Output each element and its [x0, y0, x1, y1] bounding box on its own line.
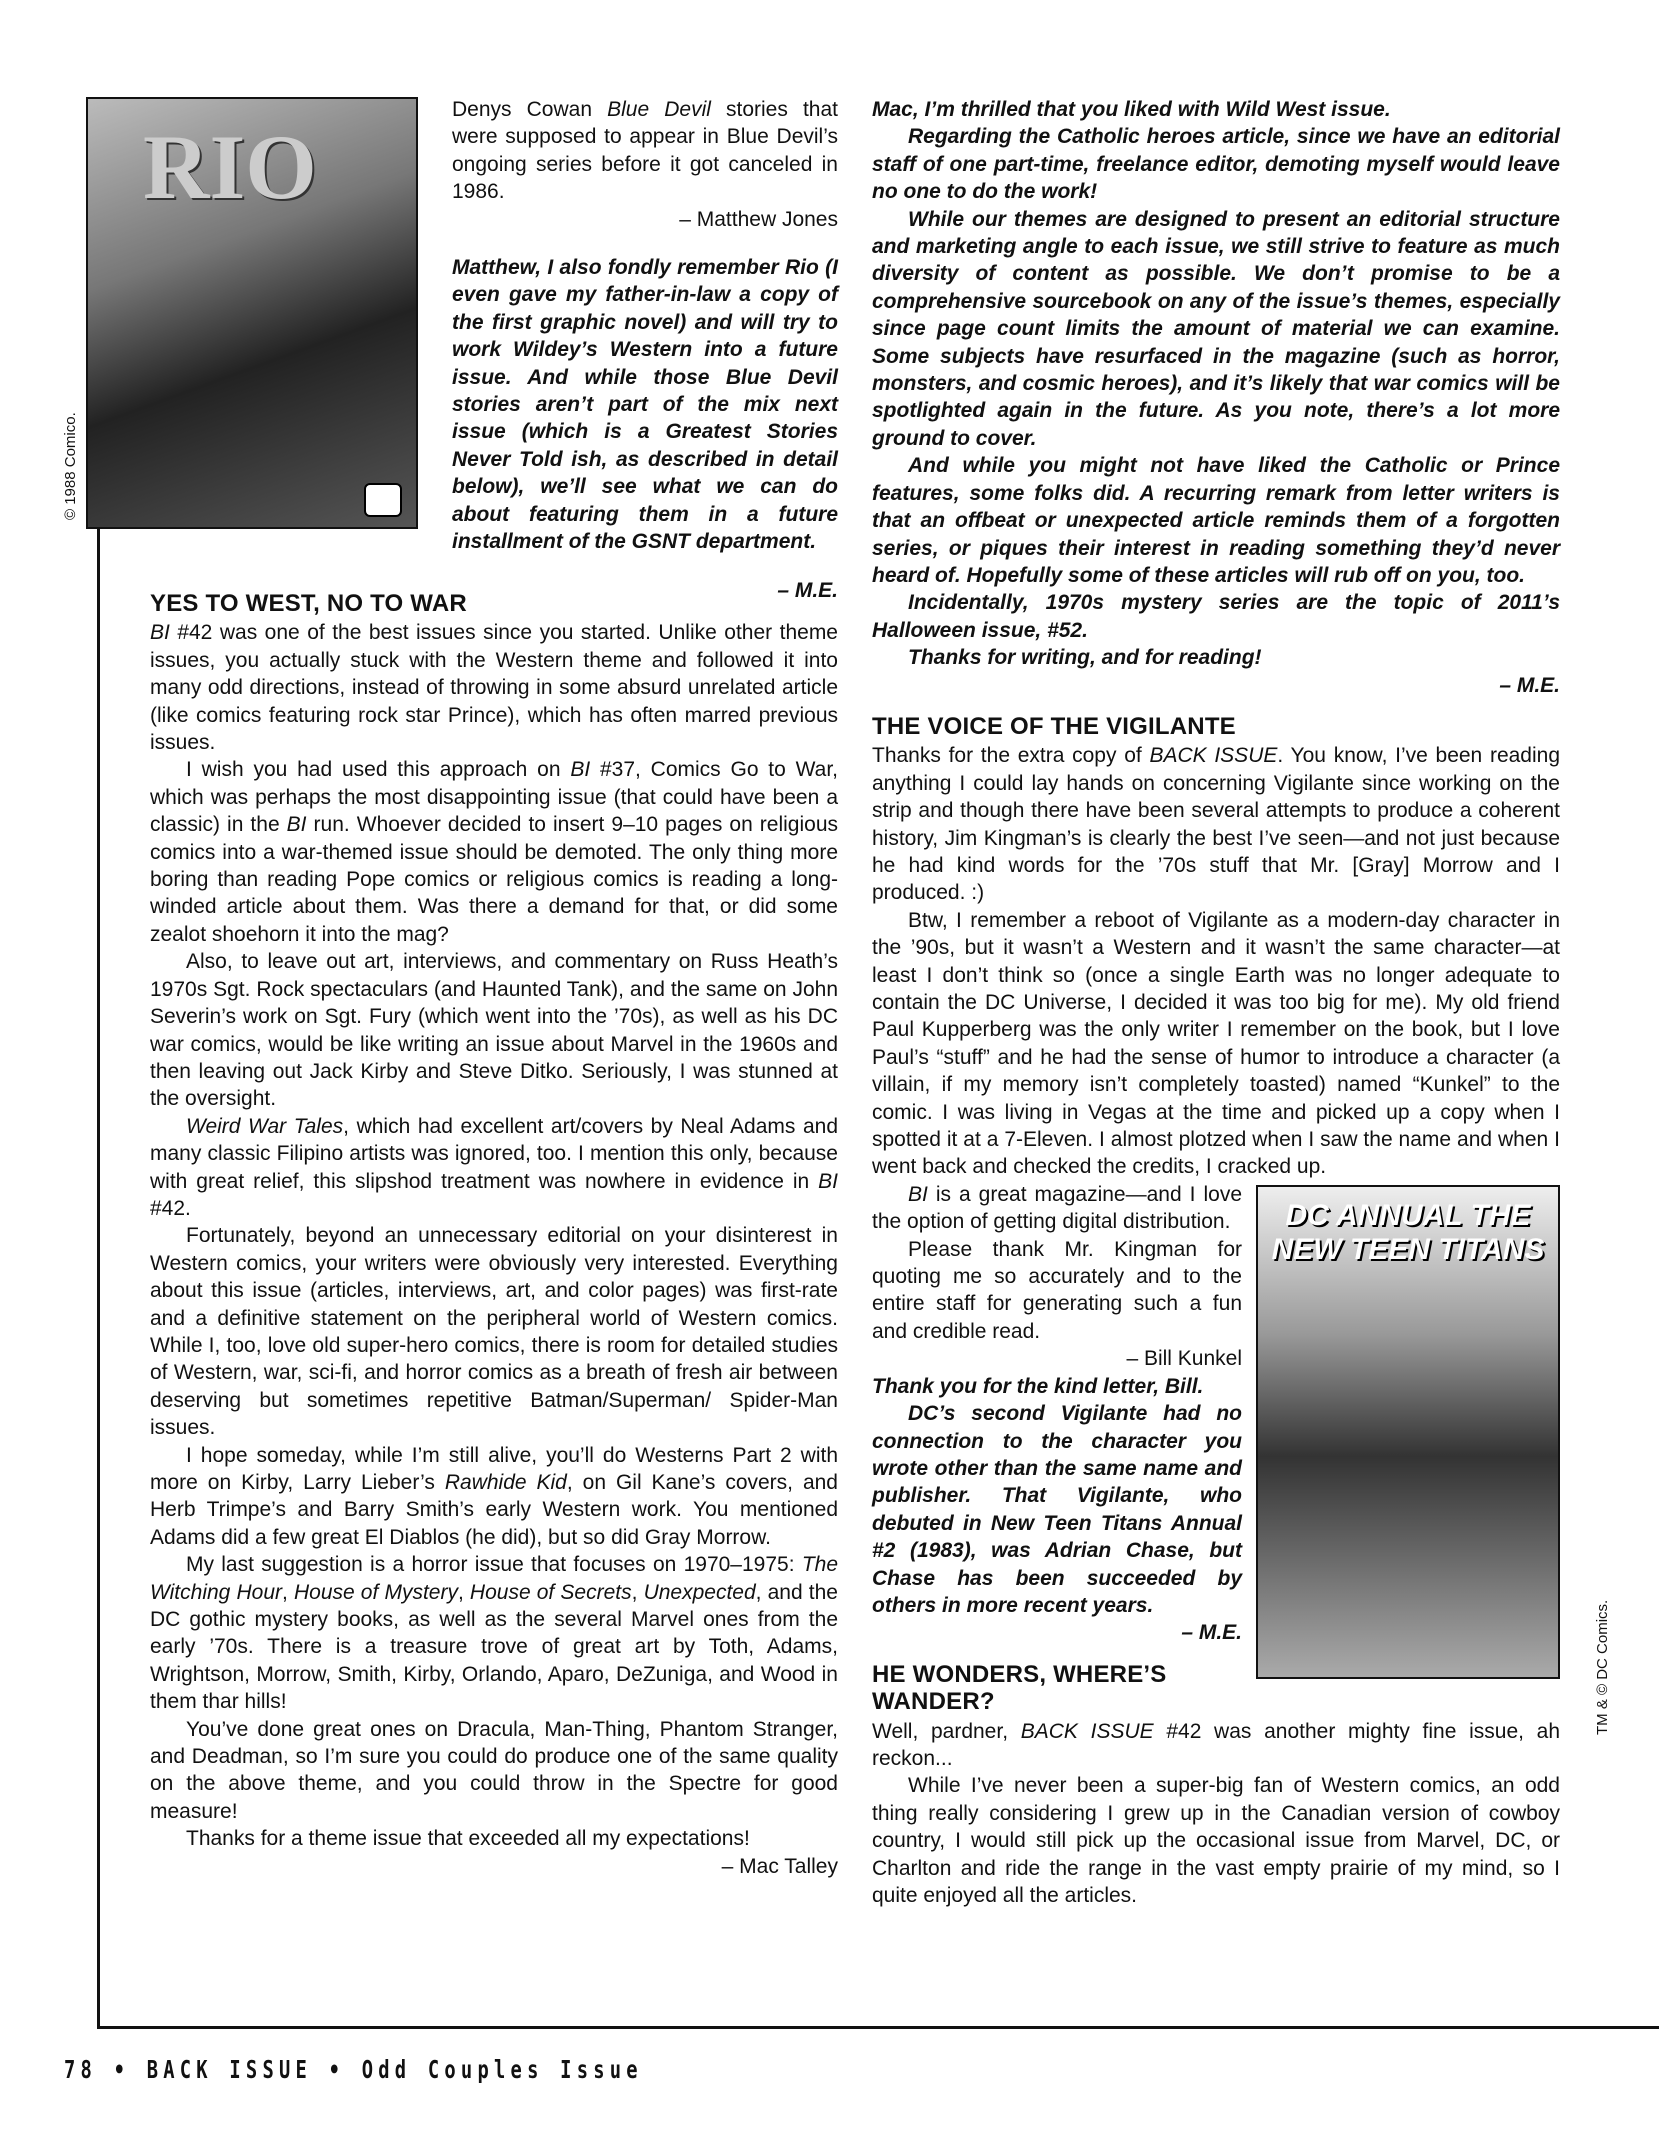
text-run: is a great magazine—and I love the option of getting digital distribution. [872, 1182, 1242, 1234]
text-run: #42 was another mighty fine issue, ah reckon... [872, 1719, 1561, 1770]
text-run: , and the DC gothic mystery books, as well as the several Marvel ones from the early ’70s. There is a treasure trove of great art by Toth, Adams, Wrightson, Morrow, Smith, Kirby, Orlando, Aparo, DeZuniga, and Wood in them thar hills! [150, 1580, 838, 1714]
text-run: , [282, 1580, 294, 1604]
paragraph [872, 589, 1560, 644]
text-run: Incidentally, 1970s mystery series are the topic of 2011’s Halloween issue, #52. [872, 591, 1560, 642]
paragraph [872, 452, 1560, 589]
paragraph [150, 1113, 838, 1223]
bold-title: New Teen Titans Annual [990, 1511, 1242, 1535]
right-column [872, 96, 1560, 1909]
text-run: stories that were supposed to appear in Blue Devil’s ongoing series before it got canceled in 1986. [452, 98, 838, 204]
text-run: Matthew, I also fondly remember [452, 256, 786, 280]
italic-title: Blue Devil [607, 98, 711, 121]
titans-logo: DC ANNUAL THE NEW TEEN TITANS [1271, 1198, 1545, 1266]
italic-title: Unexpected [643, 1580, 756, 1604]
titans-cover-art [1256, 1185, 1560, 1679]
text-run: – M.E. [1499, 673, 1560, 697]
text-run: My last suggestion is a horror issue that focuses on 1970–1975: [186, 1553, 802, 1577]
page-footer: 78 • BACK ISSUE • Odd Couples Issue [64, 2055, 643, 2084]
comico-logo-icon [364, 483, 402, 517]
paragraph [452, 96, 838, 206]
text-run: Thanks for a theme issue that exceeded all my expectations! [186, 1827, 750, 1851]
text-run: Please thank Mr. Kingman for quoting me so accurately and to the entire staff for generating such a fun and credible read. [872, 1237, 1242, 1343]
italic-title: BI [286, 813, 307, 837]
text-run: While I’ve never been a super-big fan of Western comics, an odd thing really considering I grew up in the Canadian version of cowboy country, I would still pick up the occasional issue from Marvel, DC, or Charlton and ride the range in the vast empty prairie of my mind, so I quite enjoyed all the articles. [872, 1774, 1560, 1907]
text-run: Btw, I remember a reboot of Vigilante as a modern-day character in the ’90s, but it wasn’t a Western and it wasn’t the same character—at least I don’t think so (once a single Earth was no longer adequate to contain the DC Universe, I decided it was too big for me). My old friend Paul Kupperberg was the only writer I remember on the book, but I love Paul’s “stuff” and he had the sense of humor to introduce a character (a villain, if my memory isn’t completely toasted) named “Kunkel” to the comic. I was living in Vegas at the time and picked up a copy when I spotted it at a 7-Eleven. I almost plotzed when I saw the name and when I went back and checked the credits, I cracked up. [872, 908, 1560, 1179]
column-rule-vertical [97, 527, 100, 2029]
italic-title: BI [908, 1182, 928, 1206]
signature [150, 1853, 838, 1880]
text-run: stories aren’t part of the mix next issue (which is a Greatest Stories Never Told ish, as described in detail below), we’ll see what we can do about featuring them in a future installment of the GSNT department. [452, 393, 838, 554]
text-run: I wish you had used this approach on [186, 758, 571, 782]
bold-title: Rio [785, 256, 819, 280]
italic-title: Weird War Tales [186, 1114, 344, 1138]
text-run: THE VOICE OF THE VIGILANTE [872, 712, 1236, 740]
italic-title: BACK ISSUE [1020, 1719, 1154, 1743]
bold-title: Blue Devil [725, 365, 838, 389]
footer-rule [97, 2026, 1659, 2029]
italic-title: BI [818, 1169, 838, 1193]
text-run: #37, Comics Go to War, which was perhaps the most disappointing issue (that could have been a classic) in the [150, 758, 839, 837]
signature [452, 206, 838, 233]
italic-title: House of Secrets [469, 1580, 632, 1604]
text-run: – Mac Talley [721, 1854, 838, 1878]
text-run: Regarding the Catholic heroes article, since we have an editorial staff of one part-time, freelance editor, demoting myself would leave no one to do the work! [872, 125, 1560, 204]
text-run: Thanks for writing, and for reading! [908, 646, 1262, 670]
text-run: – Matthew Jones [679, 207, 838, 231]
paragraph [872, 1718, 1560, 1773]
text-run: While our themes are designed to present an editorial structure and marketing angle to each issue, we still strive to feature as much diversity of content as possible. We don’t promise to be a comprehensive sourcebook on any of the issue’s themes, especially since page count limits the amount of material we can examine. Some subjects have resurfaced in the magazine (such as horror, monsters, and cosmic heroes), and it’s likely that war comics will be spotlighted again in the future. As you note, there’s a lot more ground to cover. [872, 207, 1560, 450]
paragraph [150, 1825, 838, 1852]
paragraph [452, 254, 838, 555]
italic-title: BI [570, 758, 591, 782]
text-run: #42 was one of the best issues since you started. Unlike other theme issues, you actually stuck with the Western theme and followed it into many odd directions, instead of throwing in some absurd unrelated article (like comics featuring rock star Prince), which has often marred previous issues. [150, 621, 838, 755]
paragraph [872, 644, 1560, 671]
text-run: Thanks for the extra copy of [872, 744, 1150, 768]
top-letter-block [452, 96, 838, 604]
text-run: , on Gil Kane’s covers, and Herb Trimpe’s and Barry Smith’s early Western work. You mentioned Adams did a few great El Diablos (he did), but so did Gray Morrow. [150, 1471, 838, 1549]
italic-title: BACK ISSUE [1149, 744, 1278, 768]
rio-logo: RIO [143, 116, 317, 218]
text-run: #42. [150, 1196, 191, 1220]
text-run: Fortunately, beyond an unnecessary editorial on your disinterest in Western comics, your writers were obviously very interested. Everything about this issue (articles, interviews, art, and color pages) was first-rate and a definitive statement on the peripheral world of Western comics. While I, too, love old super-hero comics, there is room for detailed studies of Western, war, sci-fi, and horror comics as a breath of fresh air between deserving but sometimes repetitive Batman/Superman/ Spider-Man issues. [150, 1224, 838, 1440]
right-column-upper [872, 96, 1560, 1181]
paragraph [150, 948, 838, 1112]
italic-title: Rawhide Kid [444, 1471, 567, 1494]
text-run: – M.E. [777, 578, 838, 602]
text-run: Mac, I’m thrilled that you liked with Wild West issue. [872, 98, 1391, 121]
section-heading [150, 590, 838, 617]
text-run: Also, to leave out art, interviews, and commentary on Russ Heath’s 1970s Sgt. Rock spectaculars (and Haunted Tank), and the same on John Severin’s work on Sgt. Fury (which went into the ’70s), as well as his DC war comics, would be like writing an issue about Marvel in the 1960s and then leaving out Jack Kirby and Steve Ditko. Seriously, I was stunned at the oversight. [150, 950, 838, 1111]
text-run: , which had excellent art/covers by Neal Adams and many classic Filipino artists was ignored, too. I mention this only, because with great relief, this slipshod treatment was nowhere in evidence in [150, 1114, 838, 1193]
paragraph [872, 742, 1560, 906]
paragraph [150, 756, 838, 948]
text-run: HE WONDERS, WHERE’S WANDER? [872, 1660, 1167, 1716]
text-run: YES TO WEST, NO TO WAR [150, 590, 467, 617]
paragraph [150, 619, 838, 756]
paragraph [872, 1772, 1560, 1909]
rio-image-credit: © 1988 Comico. [62, 412, 79, 520]
paragraph [872, 96, 1560, 123]
text-run: And while you might not have liked the Catholic or Prince features, some folks did. A recurring remark from letter writers is that an offbeat or unexpected article reminds them of a forgotten series, or piques their interest in reading something they’d never heard of. Hopefully some of these articles will rub off on you, too. [872, 454, 1560, 587]
rio-cover-art [86, 97, 418, 529]
text-run: Thank you for the kind letter, Bill. [872, 1374, 1204, 1398]
paragraph [150, 1442, 838, 1552]
italic-title: House of Mystery [293, 1580, 458, 1604]
text-run: DC’s second Vigilante had no connection to the character you wrote other than the same name and publisher. That Vigilante, who debuted in [872, 1402, 1242, 1535]
paragraph [150, 1551, 838, 1715]
text-run: You’ve done great ones on Dracula, Man-Thing, Phantom Stranger, and Deadman, so I’m sure you could do produce one of the same quality on the above theme, and you could throw in the Spectre for good measure! [150, 1717, 838, 1823]
text-run: , [631, 1580, 644, 1604]
paragraph [872, 206, 1560, 453]
titans-image-credit: TM & © DC Comics. [1594, 1599, 1611, 1735]
italic-title: The Witching Hour [150, 1553, 838, 1604]
text-run: I hope someday, while I’m still alive, you’ll do Westerns Part 2 with more on Kirby, Larry Lieber’s [150, 1443, 838, 1494]
paragraph [150, 1222, 838, 1441]
section-heading [872, 713, 1560, 740]
text-run: Denys Cowan [452, 98, 608, 121]
left-column [150, 576, 838, 1880]
signature [872, 672, 1560, 699]
paragraph [150, 1716, 838, 1826]
italic-title: BI [150, 621, 170, 645]
paragraph [872, 907, 1560, 1181]
paragraph [872, 123, 1560, 205]
text-run: run. Whoever decided to insert 9–10 pages on religious comics into a war-themed issue should be demoted. The only thing more boring than reading Pope comics or religious comics is reading a long-winded article about them. Was there a demand for that, or did some zealot shoehorn it into the mag? [150, 813, 839, 946]
text-run: – Bill Kunkel [1126, 1347, 1242, 1371]
text-run: – M.E. [1181, 1621, 1242, 1645]
text-run: #2 (1983), was Adrian Chase, but Chase has been succeeded by others in more recent years. [872, 1539, 1242, 1617]
text-run: Well, pardner, [872, 1719, 1021, 1743]
text-run: (I even gave my father-in-law a copy of the first graphic novel) and will try to work Wildey’s Western into a future issue. And while those [452, 256, 838, 389]
text-run: . You know, I’ve been reading anything I could lay hands on concerning Vigilante since working on the strip and though there have been several attempts to produce a coherent history, Jim Kingman’s is clearly the best I’ve seen—and not just because he had kind words for the ’70s stuff that Mr. [Gray] Morrow and I produced. :) [872, 744, 1561, 905]
text-run: , [457, 1580, 470, 1604]
